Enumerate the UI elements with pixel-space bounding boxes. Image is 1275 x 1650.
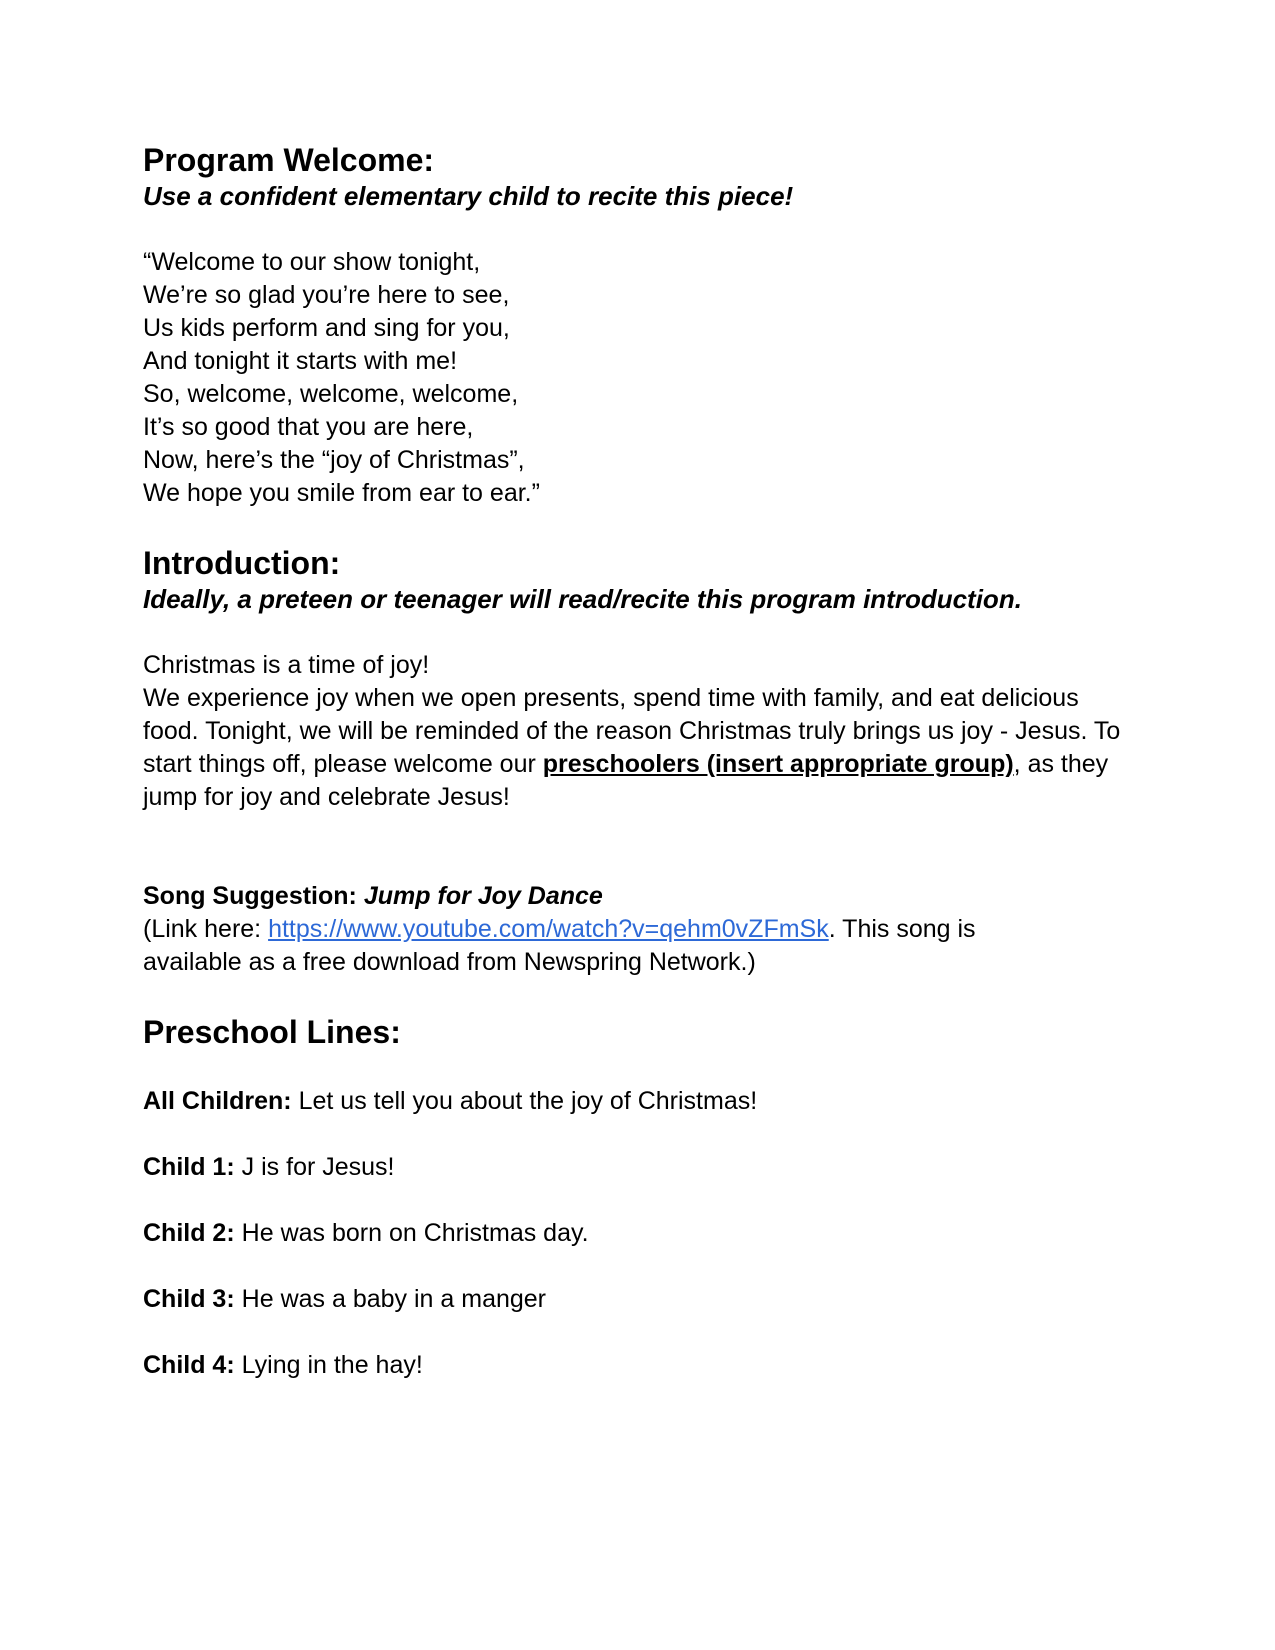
poem-line: “Welcome to our show tonight, [143,248,481,276]
dialogue-line [143,1349,1130,1382]
link-intro-text: (Link here: [143,915,262,943]
song-suggestion-label: Song Suggestion: [143,882,357,910]
dialogue-line [143,1217,1130,1250]
link-outro-text: . This song is available as a free download from Newspring Network.) [143,915,976,976]
dialogue-text: Let us tell you about the joy of Christmas! [298,1087,758,1115]
introduction-paragraph [143,682,1121,814]
program-welcome-section [143,140,1130,510]
speaker-label: Child 1: [143,1153,235,1181]
dialogue-line [143,1151,1130,1184]
song-link-paragraph [143,913,1043,979]
insert-group-emphasis: preschoolers (insert appropriate group) [542,750,1014,778]
introduction-lead: Christmas is a time of joy! [143,651,430,679]
dialogue-line [143,1085,1130,1118]
poem-line: So, welcome, welcome, welcome, [143,380,519,408]
paragraph-text-before: We experience joy when we open presents, spend time with family, and eat delicious food. Tonight, we will be reminded of the reason Christmas truly brings us joy - Jesus. To start things off, please welcome our [143,684,1121,778]
preschool-lines-heading: Preschool Lines: [143,1014,401,1050]
poem-line: Us kids perform and sing for you, [143,314,510,342]
speaker-label: Child 4: [143,1351,235,1379]
introduction-stage-direction: Ideally, a preteen or teenager will read/recite this program introduction. [143,584,1022,614]
program-welcome-heading: Program Welcome: [143,142,435,178]
poem-line: And tonight it starts with me! [143,347,458,375]
poem-line: We hope you smile from ear to ear.” [143,479,540,507]
dialogue-line [143,1283,1130,1316]
dialogue-text: He was born on Christmas day. [241,1219,589,1247]
youtube-link[interactable]: https://www.youtube.com/watch?v=qehm0vZFmSk [268,915,829,943]
introduction-heading: Introduction: [143,545,341,581]
poem-line: It’s so good that you are here, [143,413,474,441]
speaker-label: All Children: [143,1087,292,1115]
welcome-poem [143,246,1130,510]
speaker-label: Child 2: [143,1219,235,1247]
preschool-lines-section [143,1012,1130,1382]
poem-line: We’re so glad you’re here to see, [143,281,510,309]
paragraph-text-after: , as they jump for joy and celebrate Jesus! [143,750,1109,811]
song-suggestion-section [143,880,1130,979]
dialogue-text: He was a baby in a manger [241,1285,547,1313]
introduction-section [143,543,1130,814]
poem-line: Now, here’s the “joy of Christmas”, [143,446,525,474]
dialogue-text: Lying in the hay! [241,1351,423,1379]
speaker-label: Child 3: [143,1285,235,1313]
song-title: Jump for Joy Dance [363,882,603,910]
song-suggestion-line [143,880,1130,913]
program-welcome-stage-direction: Use a confident elementary child to recite this piece! [143,181,794,211]
dialogue-text: J is for Jesus! [241,1153,395,1181]
